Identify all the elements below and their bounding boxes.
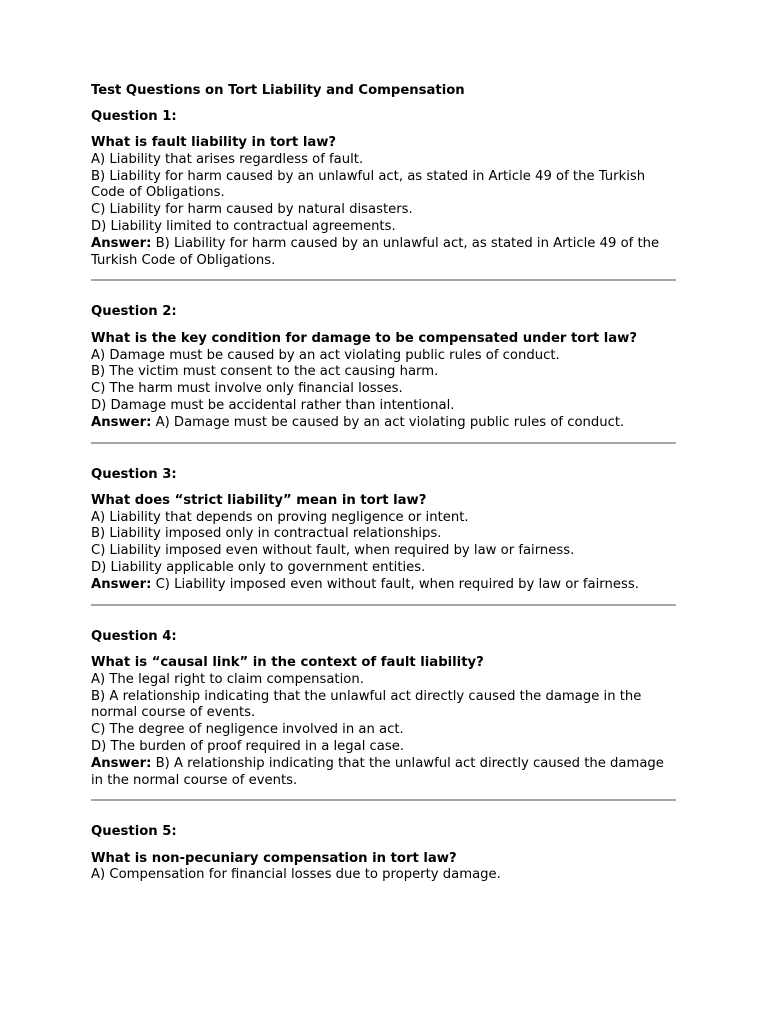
question-block bbox=[91, 629, 677, 790]
section-divider bbox=[91, 279, 676, 281]
answer-option: B) Liability imposed only in contractual relationships. bbox=[91, 526, 442, 542]
section-divider bbox=[91, 799, 676, 801]
question-text: What is fault liability in tort law? bbox=[91, 135, 337, 151]
answer-label: Answer: bbox=[91, 235, 152, 251]
answer-label: Answer: bbox=[91, 414, 152, 430]
question-text: What is non-pecuniary compensation in tort law? bbox=[91, 850, 457, 866]
answer-text: C) Liability imposed even without fault, when required by law or fairness. bbox=[155, 576, 639, 592]
answer-option: A) Liability that depends on proving negligence or intent. bbox=[91, 509, 469, 525]
answer-option: D) Liability limited to contractual agreements. bbox=[91, 219, 396, 235]
question-block bbox=[91, 304, 677, 431]
correct-answer bbox=[91, 236, 677, 270]
question-block bbox=[91, 109, 677, 270]
correct-answer bbox=[91, 415, 677, 432]
answer-option: A) Damage must be caused by an act violating public rules of conduct. bbox=[91, 347, 560, 363]
answer-text: B) Liability for harm caused by an unlawful act, as stated in Article 49 of the Turkish Code of Obligations. bbox=[91, 235, 660, 268]
answer-option: B) The victim must consent to the act causing harm. bbox=[91, 364, 439, 380]
answer-option: C) Liability imposed even without fault, when required by law or fairness. bbox=[91, 543, 575, 559]
question-text: What is the key condition for damage to be compensated under tort law? bbox=[91, 330, 638, 346]
question-text: What does “strict liability” mean in tort law? bbox=[91, 492, 427, 508]
question-block bbox=[91, 467, 677, 594]
answer-option: A) Compensation for financial losses due to property damage. bbox=[91, 867, 501, 883]
question-heading: Question 2: bbox=[91, 304, 177, 320]
section-divider bbox=[91, 442, 676, 444]
question-heading: Question 1: bbox=[91, 108, 177, 124]
correct-answer bbox=[91, 756, 677, 790]
answer-option: B) Liability for harm caused by an unlawful act, as stated in Article 49 of the Turkish Code of Obligations. bbox=[91, 168, 646, 201]
answer-label: Answer: bbox=[91, 755, 152, 771]
correct-answer bbox=[91, 577, 677, 594]
answer-text: A) Damage must be caused by an act violating public rules of conduct. bbox=[155, 414, 625, 430]
answer-option: D) Damage must be accidental rather than intentional. bbox=[91, 397, 455, 413]
question-heading: Question 3: bbox=[91, 466, 177, 482]
question-block bbox=[91, 824, 677, 884]
document-page bbox=[91, 83, 677, 884]
answer-option: C) The degree of negligence involved in an act. bbox=[91, 722, 404, 738]
document-title: Test Questions on Tort Liability and Compensation bbox=[91, 83, 465, 98]
question-text: What is “causal link” in the context of fault liability? bbox=[91, 654, 484, 670]
answer-option: C) Liability for harm caused by natural disasters. bbox=[91, 202, 413, 218]
answer-option: A) Liability that arises regardless of fault. bbox=[91, 151, 364, 167]
answer-option: D) Liability applicable only to government entities. bbox=[91, 560, 426, 576]
answer-option: B) A relationship indicating that the unlawful act directly caused the damage in the normal course of events. bbox=[91, 688, 642, 721]
answer-option: A) The legal right to claim compensation. bbox=[91, 671, 364, 687]
question-heading: Question 4: bbox=[91, 628, 177, 644]
answer-text: B) A relationship indicating that the unlawful act directly caused the damage in the normal course of events. bbox=[91, 755, 664, 788]
section-divider bbox=[91, 604, 676, 606]
question-heading: Question 5: bbox=[91, 824, 177, 840]
answer-option: C) The harm must involve only financial losses. bbox=[91, 381, 403, 397]
answer-label: Answer: bbox=[91, 576, 152, 592]
answer-option: D) The burden of proof required in a legal case. bbox=[91, 738, 405, 754]
